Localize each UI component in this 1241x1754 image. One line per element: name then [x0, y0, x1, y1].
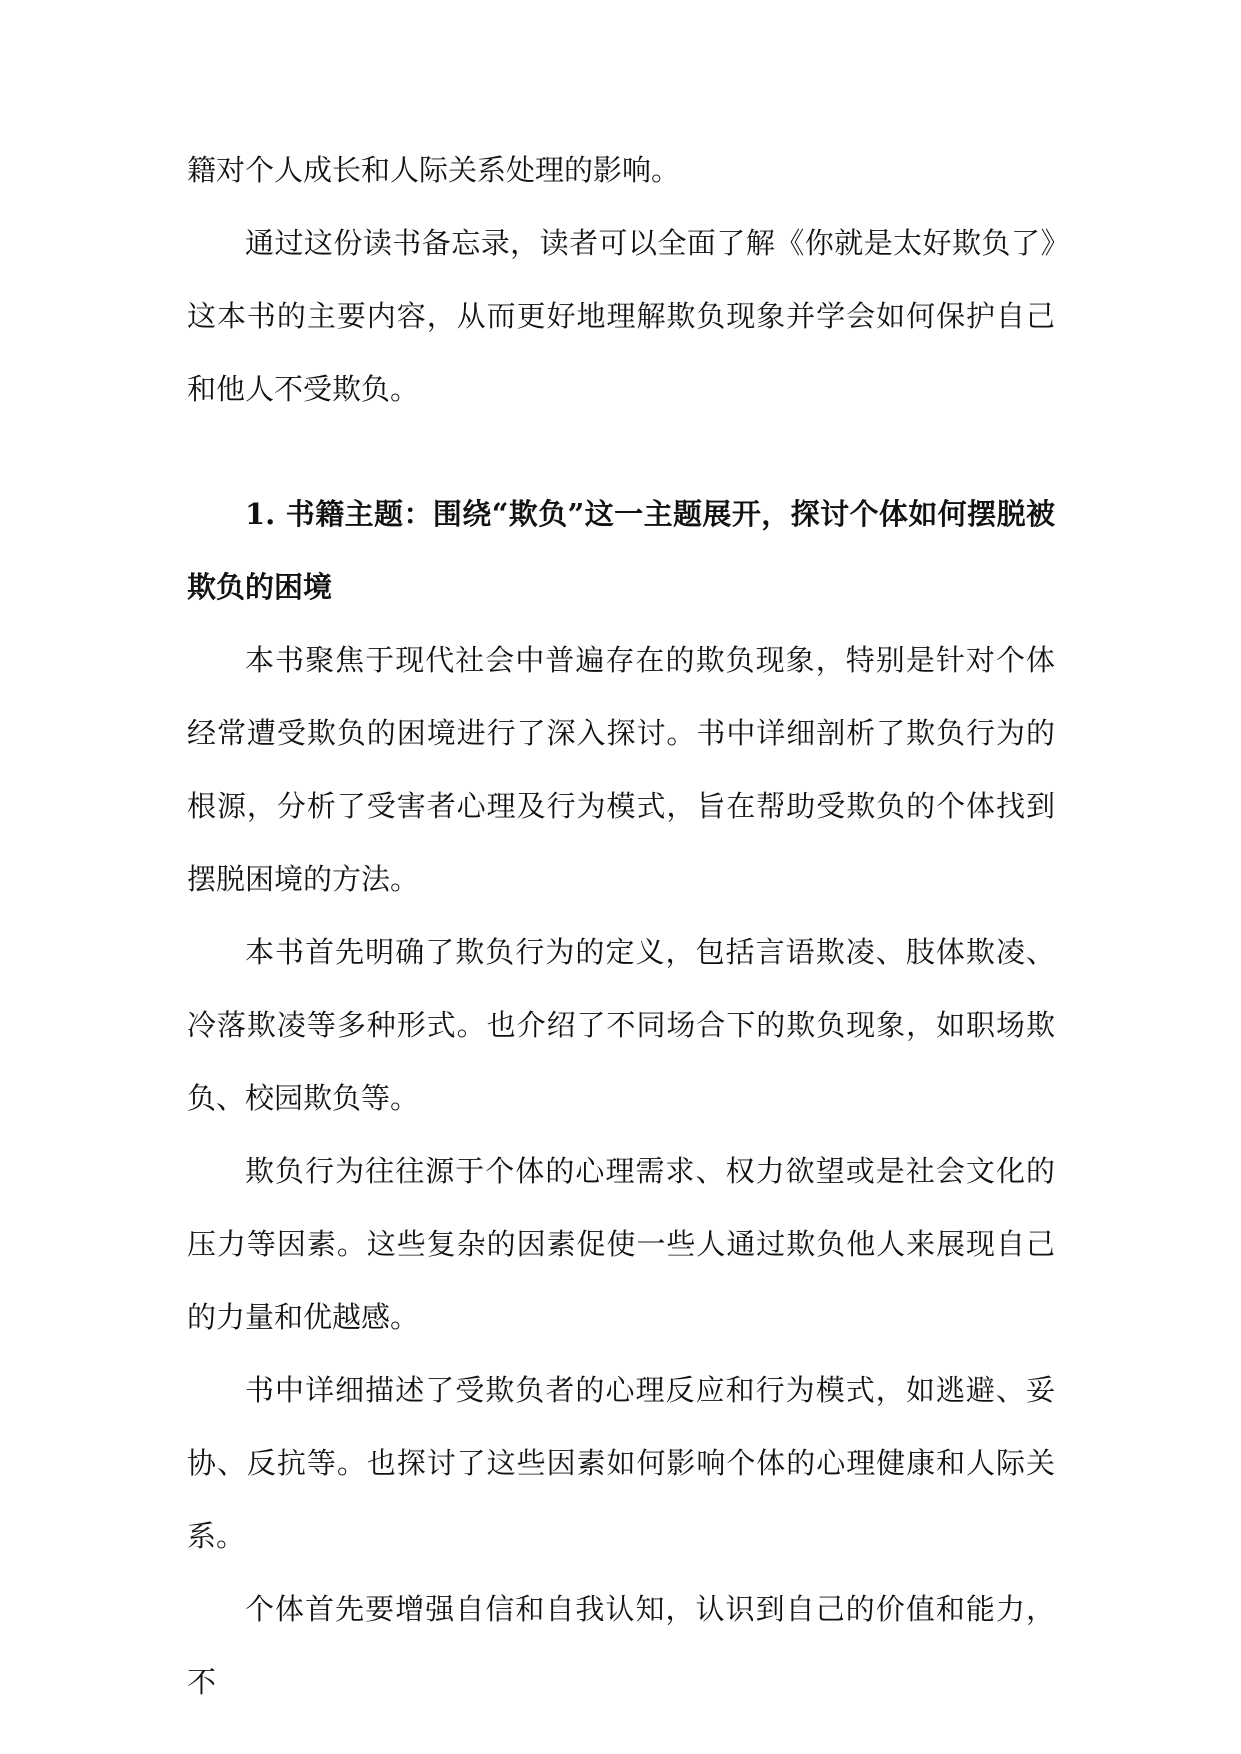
paragraph-focus: 本书聚焦于现代社会中普遍存在的欺负现象，特别是针对个体经常遭受欺负的困境进行了深入探讨。书中详细剖析了欺负行为的根源，分析了受害者心理及行为模式，旨在帮助受欺负的个体找到摆脱困境的方法。 — [187, 643, 1055, 896]
paragraph-self-confidence: 个体首先要增强自信和自我认知，认识到自己的价值和能力，不 — [187, 1592, 1055, 1699]
paragraph-causes: 欺负行为往往源于个体的心理需求、权力欲望或是社会文化的压力等因素。这些复杂的因素促使一些人通过欺负他人来展现自己的力量和优越感。 — [187, 1154, 1055, 1334]
document-page — [187, 134, 1055, 1719]
spacer — [187, 426, 1055, 478]
section-heading: 1. 书籍主题：围绕“欺负”这一主题展开，探讨个体如何摆脱被欺负的困境 — [187, 497, 1055, 604]
paragraph-summary: 通过这份读书备忘录，读者可以全面了解《你就是太好欺负了》这本书的主要内容，从而更好地理解欺负现象并学会如何保护自己和他人不受欺负。 — [187, 226, 1055, 406]
paragraph-victim-response: 书中详细描述了受欺负者的心理反应和行为模式，如逃避、妥协、反抗等。也探讨了这些因素如何影响个体的心理健康和人际关系。 — [187, 1373, 1055, 1553]
paragraph-continuation: 籍对个人成长和人际关系处理的影响。 — [187, 153, 681, 187]
paragraph-definition: 本书首先明确了欺负行为的定义，包括言语欺凌、肢体欺凌、冷落欺凌等多种形式。也介绍了不同场合下的欺负现象，如职场欺负、校园欺负等。 — [187, 935, 1055, 1115]
